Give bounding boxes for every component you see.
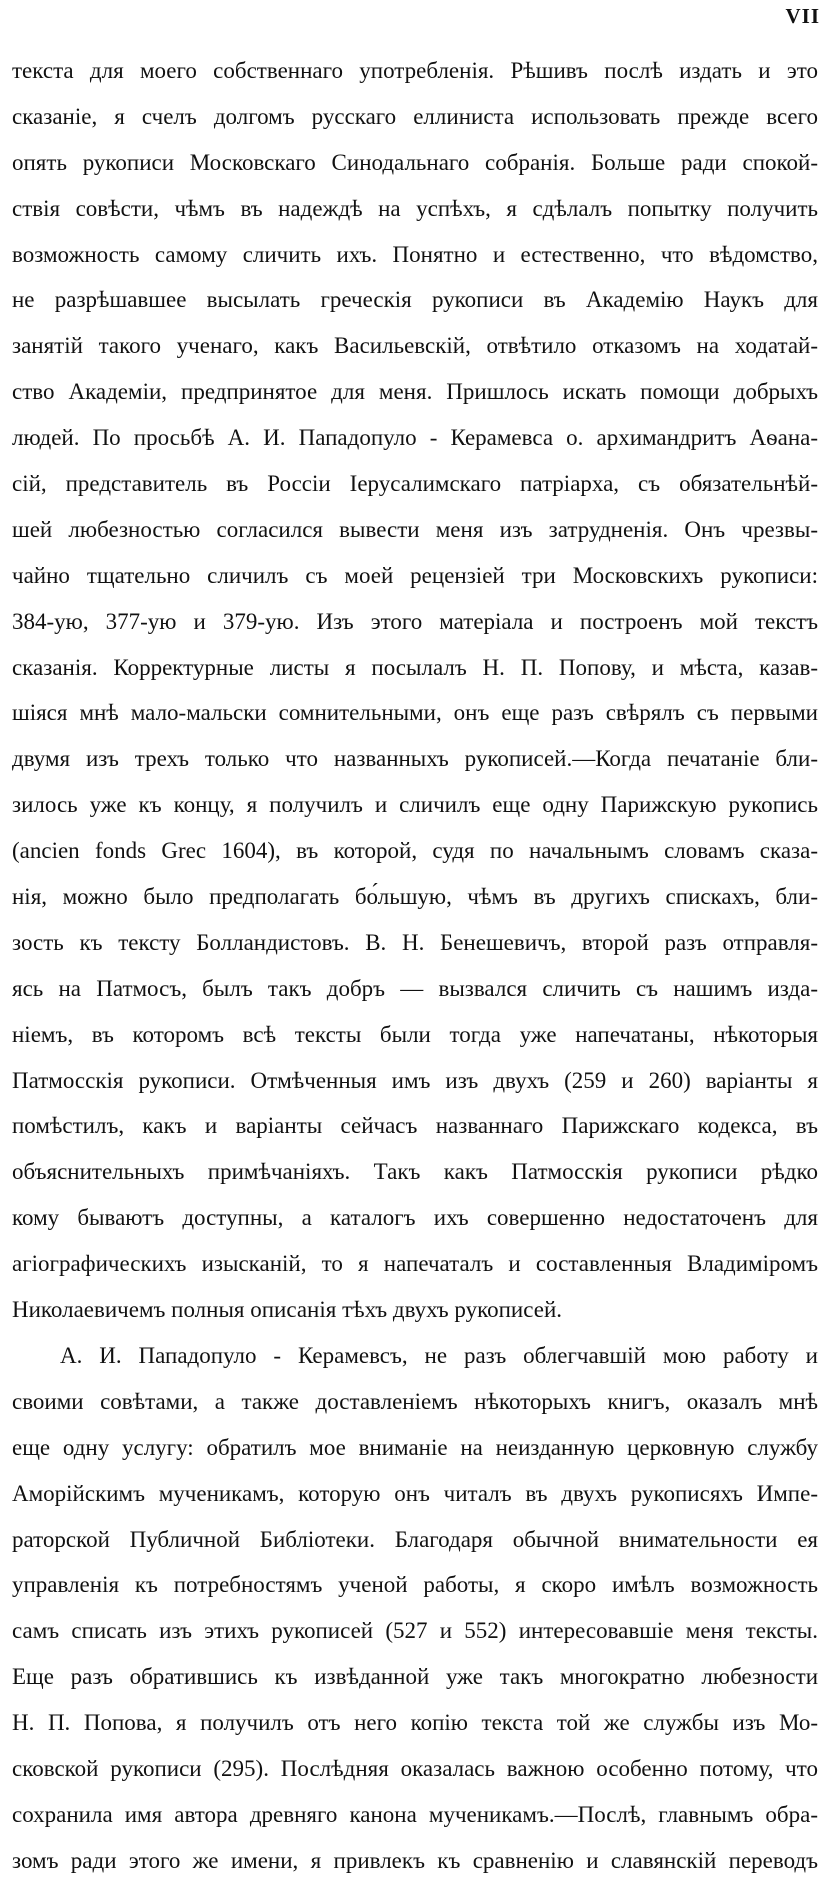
text-line: зилось уже къ концу, я получилъ и сличилъ еще одну Парижскую рукопись [12, 792, 818, 818]
text-line: еще одну услугу: обратилъ мое вниманіе на неизданную церковную службу [12, 1434, 818, 1460]
text-line: Н. П. Попова, я получилъ отъ него копію текста той же службы изъ Мо- [12, 1710, 818, 1736]
text-line: кому бываютъ доступны, а каталогъ ихъ совершенно недостаточенъ для [12, 1205, 818, 1231]
text-line: ніемъ, въ которомъ всѣ тексты были тогда уже напечатаны, нѣкоторыя [12, 1021, 818, 1047]
text-line: раторской Публичной Библіотеки. Благодаря обычной внимательности ея [12, 1526, 818, 1552]
text-line: ство Академіи, предпринятое для меня. Пришлось искать помощи добрыхъ [12, 379, 818, 405]
text-line: сковской рукописи (295). Послѣдняя оказалась важною особенно потому, что [12, 1755, 818, 1781]
text-line: занятій такого ученаго, какъ Васильевскій, отвѣтило отказомъ на ходатай- [12, 333, 818, 359]
text-line: сохранила имя автора древняго канона мученикамъ.—Послѣ, главнымъ обра- [12, 1801, 818, 1827]
text-line: зость къ тексту Болландистовъ. В. Н. Бенешевичъ, второй разъ отправля- [12, 929, 818, 955]
text-line: помѣстилъ, какъ и варіанты сейчасъ названнаго Парижскаго кодекса, въ [12, 1113, 818, 1139]
paragraph-2 [12, 1333, 818, 1884]
text-line: объяснительныхъ примѣчаніяхъ. Такъ какъ Патмосскія рукописи рѣдко [12, 1159, 818, 1185]
text-line: управленія къ потребностямъ ученой работы, я скоро имѣлъ возможность [12, 1572, 818, 1598]
text-line: сказанія. Корректурные листы я посылалъ Н. П. Попову, и мѣста, казав- [12, 654, 818, 680]
text-line: агіографическихъ изысканій, то я напечаталъ и составленныя Владиміромъ [12, 1251, 818, 1277]
paragraph-1 [12, 48, 818, 1333]
text-line: опять рукописи Московскаго Синодальнаго собранія. Больше ради спокой- [12, 149, 818, 175]
text-line: Аморійскимъ мученикамъ, которую онъ читалъ въ двухъ рукописяхъ Импе- [12, 1480, 818, 1506]
text-line: чайно тщательно сличилъ съ моей рецензіей три Московскихъ рукописи: [12, 562, 818, 588]
text-line: самъ списать изъ этихъ рукописей (527 и 552) интересовавшіе меня тексты. [12, 1618, 818, 1644]
text-line: шіяся мнѣ мало-мальски сомнительными, онъ еще разъ свѣрялъ съ первыми [12, 700, 818, 726]
text-line: зомъ ради этого же имени, я привлекъ къ сравненію и славянскій переводъ [12, 1847, 818, 1873]
text-line: сказаніе, я счелъ долгомъ русскаго еллиниста использовать прежде всего [12, 103, 818, 129]
text-line: текста для моего собственнаго употребленія. Рѣшивъ послѣ издать и это [12, 58, 818, 83]
text-line: людей. По просьбѣ А. И. Пападопуло - Керамевса о. архимандритъ Аѳана- [12, 425, 818, 451]
text-line: Патмосскія рукописи. Отмѣченныя имъ изъ двухъ (259 и 260) варіанты я [12, 1067, 818, 1093]
text-line: шей любезностью согласился вывести меня изъ затрудненія. Онъ чрезвы- [12, 516, 818, 542]
text-line: нія, можно было предполагать бо́льшую, чѣмъ въ другихъ спискахъ, бли- [12, 884, 818, 910]
text-line: Николаевичемъ полныя описанія тѣхъ двухъ рукописей. [12, 1297, 563, 1323]
text-line: своими совѣтами, а также доставленіемъ нѣкоторыхъ книгъ, оказалъ мнѣ [12, 1388, 818, 1414]
text-line: ясь на Патмосъ, былъ такъ добръ — вызвался сличить съ нашимъ изда- [12, 975, 818, 1001]
text-line: Еще разъ обратившись къ извѣданной уже такъ многократно любезности [12, 1664, 818, 1690]
text-line: двумя изъ трехъ только что названныхъ рукописей.—Когда печатаніе бли- [12, 746, 818, 772]
text-line: сій, представитель въ Россіи Іерусалимскаго патріарха, съ обязательнѣй- [12, 471, 818, 497]
text-line: (ancien fonds Grec 1604), въ которой, судя по начальнымъ словамъ сказа- [12, 838, 818, 864]
body-text [12, 48, 818, 1884]
text-line: 384-ую, 377-ую и 379-ую. Изъ этого матеріала и построенъ мой текстъ [12, 608, 818, 634]
text-line: ствія совѣсти, чѣмъ въ надеждѣ на успѣхъ, я сдѣлалъ попытку получить [12, 195, 818, 221]
text-line: А. И. Пападопуло - Керамевсъ, не разъ облегчавшій мою работу и [60, 1342, 818, 1368]
page-number: VII [785, 4, 820, 28]
text-line: возможность самому сличить ихъ. Понятно и естественно, что вѣдомство, [12, 241, 818, 267]
text-line: не разрѣшавшее высылать греческія рукописи въ Академію Наукъ для [12, 287, 818, 313]
